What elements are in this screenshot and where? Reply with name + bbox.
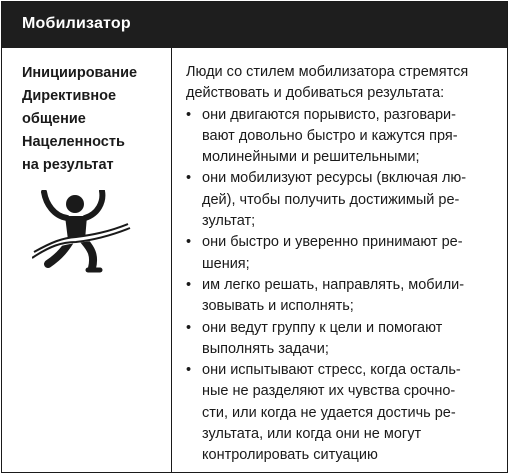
bullet-text: ные не разделяют их чувства срочно- (202, 383, 456, 400)
bullet-text: зультата, или когда они не могут (202, 426, 422, 443)
column-divider (171, 48, 172, 473)
trait-label: Директивное (22, 88, 117, 104)
bullet-icon: • (186, 362, 192, 379)
bullet-text: молинейными и решительными; (202, 149, 420, 166)
bullet-text: они испытывают стресс, когда осталь- (202, 362, 461, 379)
bullet-item (186, 105, 496, 169)
trait-label: общение (22, 111, 86, 127)
bullet-text: они ведут группу к цели и помогают (202, 319, 443, 336)
bullet-text: контролировать ситуацию (202, 447, 378, 464)
bullet-text: зовывать и исполнять; (202, 298, 354, 315)
trait-label: Инициирование (22, 65, 138, 81)
intro-text: Люди со стилем мобилизатора стремятся (186, 64, 469, 80)
bullet-text: шения; (202, 255, 250, 272)
bullet-text: дей), чтобы получить достижимый ре- (202, 191, 460, 208)
bullet-text: вают довольно быстро и кажутся пря- (202, 127, 458, 144)
intro-text: действовать и добиваться результата: (186, 85, 445, 102)
bullet-text: сти, или когда не удается достичь ре- (202, 404, 456, 421)
bullet-text: зультат; (202, 213, 256, 230)
card-header (2, 2, 507, 48)
bullet-text: они быстро и уверенно принимают ре- (202, 234, 463, 251)
bullet-item (186, 275, 496, 318)
trait-label: Нацеленность (22, 134, 125, 150)
bullet-icon: • (186, 234, 192, 251)
bullet-text: выполнять задачи; (202, 340, 329, 357)
bullet-item (186, 168, 496, 232)
bullet-icon: • (186, 170, 192, 187)
bullet-text: они мобилизуют ресурсы (включая лю- (202, 170, 467, 187)
bullet-item (186, 318, 496, 361)
bullet-icon: • (186, 276, 192, 293)
style-card (1, 1, 508, 473)
bullet-icon: • (186, 106, 192, 123)
bullet-item (186, 232, 496, 275)
bullet-text: они двигаются порывисто, разговари- (202, 106, 456, 123)
bullet-icon: • (186, 319, 192, 336)
bullet-item (186, 360, 496, 466)
card-title: Мобилизатор (22, 15, 131, 32)
runner-crossing-finish-line-icon (32, 190, 132, 280)
bullet-text: им легко решать, направлять, мобили- (202, 276, 465, 293)
description-column (186, 62, 496, 467)
trait-label: на результат (22, 157, 114, 173)
traits-column (22, 62, 167, 177)
